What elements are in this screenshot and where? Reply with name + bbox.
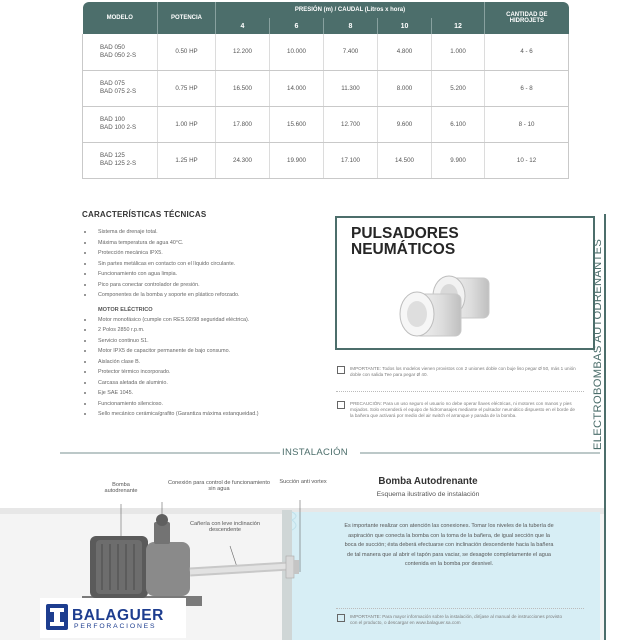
model-name: BAD 125 xyxy=(100,152,125,159)
feature-item: Componentes de la bomba y soporte en plástico reforzado. xyxy=(82,292,332,303)
note-text: IMPORTANTE: Para mayor información sobre la instalación, diríjase al manual de instrucciones provisto con el producto, o descargar en www.balaguer.sa.com xyxy=(350,614,562,626)
flow-cell: 14.000 xyxy=(270,70,324,106)
flow-cell: 9.600 xyxy=(378,106,432,142)
diagram-subtitle: Esquema ilustrativo de instalación xyxy=(376,491,480,498)
motor-item: 2 Polos 2850 r.p.m. xyxy=(82,327,332,338)
flow-cell: 5.200 xyxy=(432,70,485,106)
header-pressure: 12 xyxy=(432,18,485,34)
header-modelo: MODELO xyxy=(83,2,158,34)
feature-item: Funcionamiento con agua limpia. xyxy=(82,271,332,282)
motor-item: Sello mecánico cerámica/grafito (Garantiza máxima estanqueidad.) xyxy=(82,411,332,422)
pulsadores-title-line1: PULSADORES xyxy=(351,225,459,242)
instalacion-heading: INSTALACIÓN xyxy=(282,447,348,458)
flow-cell: 10.000 xyxy=(270,34,324,70)
model-name: BAD 050 xyxy=(100,43,125,51)
pulsadores-title-line2: NEUMÁTICOS xyxy=(351,241,456,258)
power-cell: 0.50 HP xyxy=(158,34,216,70)
flow-cell: 4.800 xyxy=(378,34,432,70)
header-presion: PRESIÓN (m) / CAUDAL (Litros x hora) xyxy=(216,2,485,18)
diagram-title: Bomba Autodrenante xyxy=(378,476,478,487)
feature-item: Pico para conectar controlador de presión. xyxy=(82,282,332,293)
side-title: ELECTROBOMBAS AUTODRENANTES xyxy=(592,238,604,450)
table-row xyxy=(83,142,569,178)
motor-title: MOTOR ELÉCTRICO xyxy=(98,306,153,313)
flow-cell: 12.700 xyxy=(324,106,378,142)
table-row xyxy=(83,106,569,142)
flow-cell: 11.300 xyxy=(324,70,378,106)
model-name: BAD 125 2-S xyxy=(100,160,137,167)
feature-item: Sin partes metálicas en contacto con el líquido circulante. xyxy=(82,261,332,272)
jets-cell: 6 - 8 xyxy=(485,70,569,106)
flow-cell: 17.100 xyxy=(324,142,378,178)
features-title: CARACTERÍSTICAS TÉCNICAS xyxy=(82,210,207,219)
divider xyxy=(336,391,584,392)
model-cell xyxy=(83,34,158,70)
table-row xyxy=(83,34,569,70)
specs-table xyxy=(82,2,569,179)
model-name: BAD 075 xyxy=(100,80,125,87)
label-succion: Succión anti vortex xyxy=(279,479,327,485)
header-pressure: 8 xyxy=(324,18,378,34)
balaguer-logo xyxy=(40,598,186,638)
motor-item: Motor monofásico (cumple con RES.92/98 seguridad eléctrica). xyxy=(82,317,332,328)
motor-item: Eje SAE 1045. xyxy=(82,390,332,401)
flow-cell: 12.200 xyxy=(216,34,270,70)
model-name: BAD 050 2-S xyxy=(100,51,137,59)
model-name: BAD 100 xyxy=(100,116,125,123)
label-bomba: Bomba autodrenante xyxy=(104,482,138,494)
flow-cell: 7.400 xyxy=(324,34,378,70)
flow-cell: 19.900 xyxy=(270,142,324,178)
note-text: PRECAUCIÓN: Para un uso seguro el usuario no debe operar llaves eléctricas, ni motores con manos y pies mojados. Solo encenderá el equipo de hidromasajes mediante el pulsador neumático dispuesto en el borde de la bañera que activará por medio del air switch el arranque y parada de la bomba. xyxy=(350,401,575,419)
motor-item: Motor IPX5 de capacitor permanente de bajo consumo. xyxy=(82,348,332,359)
features-section xyxy=(82,210,332,422)
features-list xyxy=(82,229,332,303)
pulsadores-box xyxy=(335,216,595,350)
flow-cell: 8.000 xyxy=(378,70,432,106)
table-row xyxy=(83,70,569,106)
flow-cell: 14.500 xyxy=(378,142,432,178)
divider xyxy=(336,608,584,609)
flow-cell: 24.300 xyxy=(216,142,270,178)
header-pressure: 10 xyxy=(378,18,432,34)
vertical-divider xyxy=(604,214,606,640)
flow-cell: 16.500 xyxy=(216,70,270,106)
checkbox-icon xyxy=(337,614,345,622)
jets-cell: 8 - 10 xyxy=(485,106,569,142)
motor-item: Protector térmico incorporado. xyxy=(82,369,332,380)
checkbox-icon xyxy=(337,366,345,374)
jets-cell: 4 - 6 xyxy=(485,34,569,70)
feature-item: Protección mecánica IPX5. xyxy=(82,250,332,261)
label-conexion: Conexión para control de funcionamiento sin agua xyxy=(168,480,270,492)
flow-cell: 17.800 xyxy=(216,106,270,142)
motor-item: Funcionamiento silencioso. xyxy=(82,401,332,412)
header-pressure: 4 xyxy=(216,18,270,34)
warning-icon xyxy=(337,401,345,409)
motor-item: Carcasa aletada de aluminio. xyxy=(82,380,332,391)
motor-item: Servicio continuo S1. xyxy=(82,338,332,349)
power-cell: 0.75 HP xyxy=(158,70,216,106)
model-cell xyxy=(83,70,158,106)
installation-text: Es importante realizar con atención las conexiones. Tomar los niveles de la tubería de aspiración que conecta la bomba con la toma de la bañera, de igual sección que la boca de succión; ésta deberá efectuarse con inclinación descendente hacia la bañera de tal manera que al abrir el tapón para vaciar, se desagote completamente el agua contenida en la bomba por desnivel. xyxy=(344,523,554,568)
pulsadores-title xyxy=(351,226,459,258)
balaguer-logo-mark-icon xyxy=(46,604,68,630)
motor-item: Aislación clase B. xyxy=(82,359,332,370)
model-cell xyxy=(83,142,158,178)
model-cell xyxy=(83,106,158,142)
header-potencia: POTENCIA xyxy=(158,2,216,34)
model-name: BAD 075 2-S xyxy=(100,88,137,95)
flow-cell: 9.900 xyxy=(432,142,485,178)
logo-subtitle: PERFORACIONES xyxy=(74,623,157,630)
note-text: IMPORTANTE: Todos los modelos vienen provistos con 2 uniones doble con buje liso pegar Ø 50, más 1 unión doble con salida Tee para pegar Ø 40. xyxy=(350,366,576,378)
feature-item: Sistema de drenaje total. xyxy=(82,229,332,240)
header-pressure: 6 xyxy=(270,18,324,34)
power-cell: 1.00 HP xyxy=(158,106,216,142)
flow-cell: 6.100 xyxy=(432,106,485,142)
model-name: BAD 100 2-S xyxy=(100,124,137,131)
flow-cell: 1.000 xyxy=(432,34,485,70)
label-caneria: Cañería con leve inclinación descendente xyxy=(190,521,260,533)
feature-item: Máxima temperatura de agua 40°C. xyxy=(82,240,332,251)
header-cantidad: CANTIDAD DE HIDROJETS xyxy=(485,2,569,34)
logo-name: BALAGUER xyxy=(72,607,164,624)
power-cell: 1.25 HP xyxy=(158,142,216,178)
flow-cell: 15.600 xyxy=(270,106,324,142)
motor-list xyxy=(82,317,332,422)
jets-cell: 10 - 12 xyxy=(485,142,569,178)
pneumatic-buttons-image xyxy=(393,268,503,344)
